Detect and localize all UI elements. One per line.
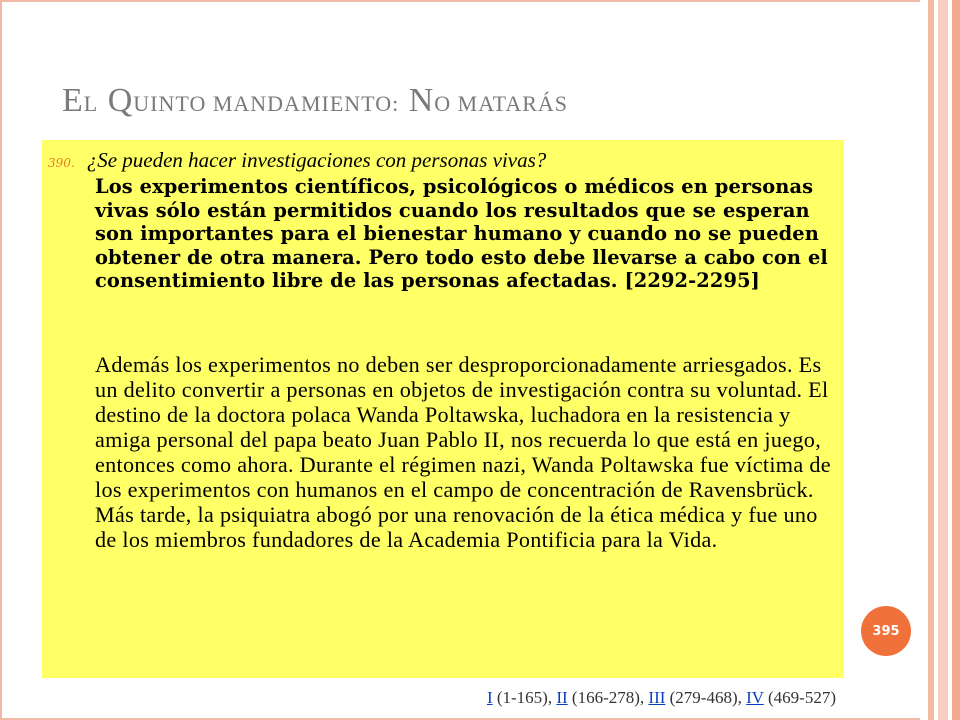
stripe (938, 0, 948, 720)
answer-paragraph: Además los experimentos no deben ser desproporcionadamente arriesgados. Es un delito convertir a personas en objetos de investigación contra su voluntad. El destino de la doctora polaca Wanda Poltawska, luchadora en la resistencia y amiga personal del papa beato Juan Pablo II, nos recuerda lo que está en juego, entonces como ahora. Durante el régimen nazi, Wanda Poltawska fue víctima de los experimentos con humanos en el campo de concentración de Ravensbrück. Más tarde, la psiquiatra abogó por una renovación de la ética médica y fue uno de los miembros fundadores de la Academia Pontificia para la Vida. (95, 352, 831, 552)
title-part: O MATARÁS (434, 91, 569, 116)
stripe (952, 0, 960, 720)
title-part: UINTO MANDAMIENTO (133, 91, 393, 116)
answer-bold-text: Los experimentos científicos, psicológicos o médicos en personas vivas sólo están permitidos cuando los resultados que se esperan son importantes para el bienestar humano y cuando no se pueden obtener de otra manera. Pero todo esto debe llevarse a cabo con el consentimiento libre de las personas afectadas. [2292-2295] (95, 175, 828, 292)
footer-link-part-2[interactable]: II (556, 688, 568, 707)
title-part: : (392, 91, 400, 116)
page-number-badge: 395 (861, 606, 911, 656)
footer-link-part-1[interactable]: I (486, 688, 493, 707)
footer-range: (166-278), (571, 688, 645, 707)
title-part: L (83, 91, 99, 116)
question-line (48, 148, 546, 173)
footer-navigation (487, 688, 836, 708)
stripe-gap (920, 0, 928, 720)
question-number: 390. (48, 156, 75, 170)
footer-link-part-3[interactable]: III (648, 688, 666, 707)
title-part: N (408, 82, 435, 119)
footer-range: (279-468), (669, 688, 742, 707)
footer-range: (469-527) (768, 688, 836, 707)
question-text: ¿Se pueden hacer investigaciones con personas vivas? (86, 148, 547, 172)
footer-range: (1-165), (496, 688, 553, 707)
slide-title (62, 82, 568, 120)
decorative-stripes (920, 0, 960, 720)
title-part: Q (107, 82, 134, 119)
content-box (42, 140, 844, 678)
title-part: E (62, 82, 84, 119)
footer-link-part-4[interactable]: IV (746, 688, 764, 707)
